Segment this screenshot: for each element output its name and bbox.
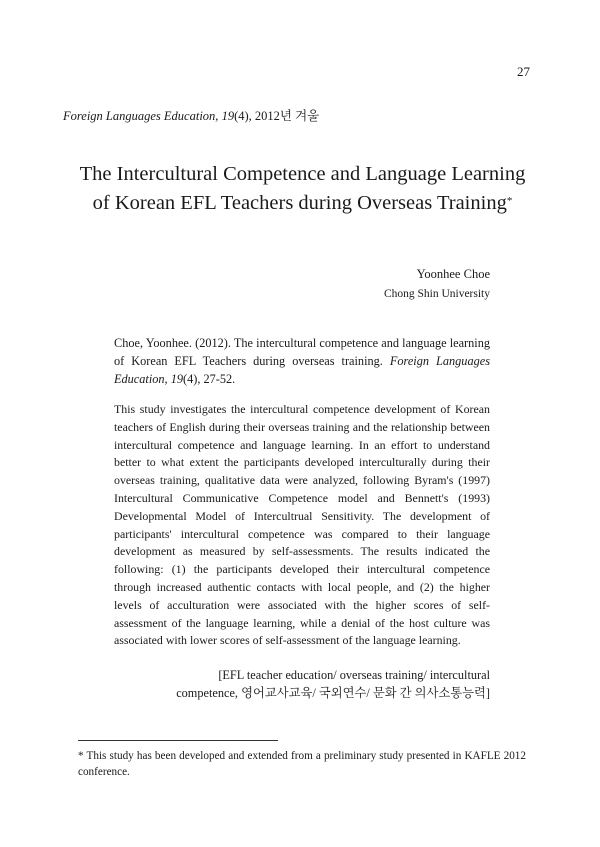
citation-volume: 19 (170, 372, 183, 386)
author-block (384, 264, 490, 304)
citation-text: Choe, Yoonhee. (2012). The intercultural competence and language learning of Korean EFL Teachers during overseas training. (114, 336, 490, 368)
keywords-line-2: competence, 영어교사교육/ 국외연수/ 문화 간 의사소통능력] (176, 686, 490, 700)
citation (114, 334, 490, 388)
title-line-1: The Intercultural Competence and Language Learning (79, 163, 526, 185)
journal-volume: 19 (221, 109, 235, 123)
page-number: 27 (517, 64, 530, 79)
journal-header (63, 106, 319, 124)
citation-pages: (4), 27-52. (183, 372, 236, 386)
paper-title (60, 160, 545, 218)
keywords (130, 666, 490, 702)
abstract: This study investigates the intercultural competence development of Korean teachers of English during their overseas training and the relationship between intercultural competence and language learning. In an effort to understand better to what extent the participants developed interculturally during their overseas training, qualitative data were analyzed, following Byram's (1997) Intercultural Communicative Competence model and Bennett's (1993) Developmental Model of Intercultrual Sensitivity. The development of participants' intercultural competence was compared to their language development as measured by self-assessments. The results indicated the following: (1) the participants developed their intercultural competence through increased authentic contacts with local people, and (2) the higher levels of acculturation were associated with the higher scores of self-assessment of the language learning, while a denial of the host culture was associated with lower scores of self-assessment of the language learning. (114, 402, 490, 648)
footnote-marker: * (78, 750, 84, 762)
keywords-line-1: [EFL teacher education/ overseas training/ intercultural (218, 668, 490, 682)
footnote-text: This study has been developed and extended from a preliminary study presented in KAFLE 2012 conference. (78, 750, 526, 778)
footnote-rule (78, 740, 278, 741)
citation-journal: Foreign Languages Education, (114, 354, 490, 386)
title-footnote-marker: * (506, 195, 513, 207)
footnote (78, 748, 526, 780)
author-affiliation: Chong Shin University (383, 288, 490, 300)
title-line-2: of Korean EFL Teachers during Overseas Training* (92, 192, 513, 214)
journal-name: Foreign Languages Education, (63, 109, 219, 123)
author-name: Yoonhee Choe (416, 267, 490, 281)
journal-issue-year: (4), 2012년 겨울 (234, 109, 320, 123)
